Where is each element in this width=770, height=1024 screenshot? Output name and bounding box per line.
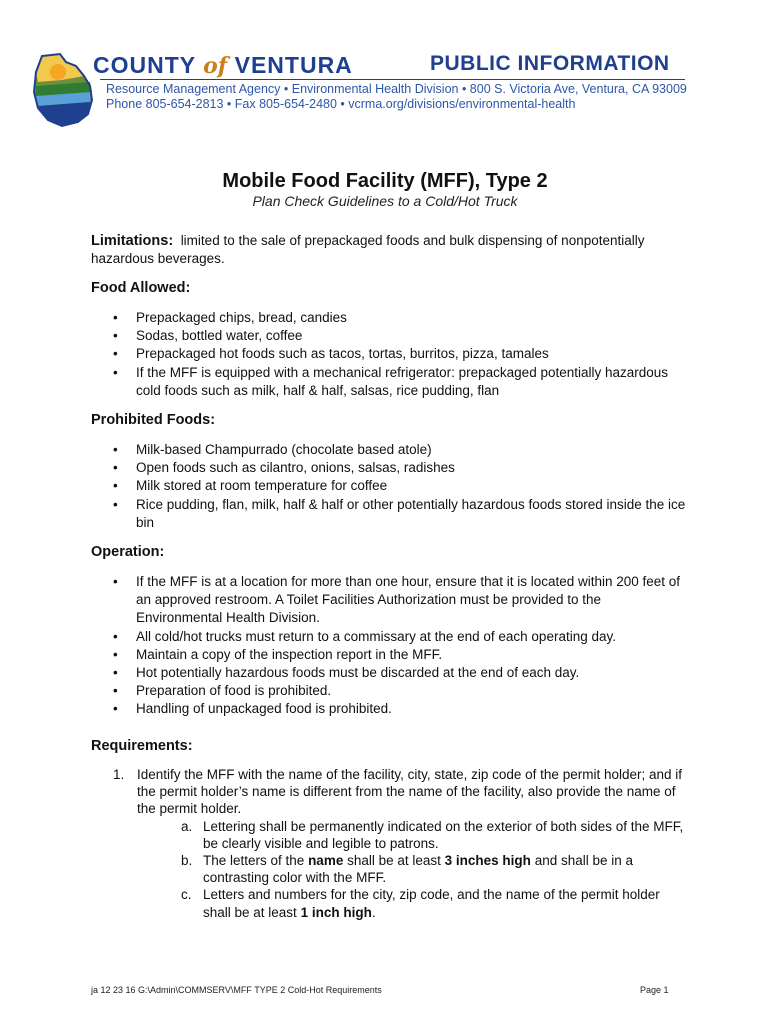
bullet-icon: •	[113, 310, 118, 325]
list-item: • Rice pudding, flan, milk, half & half or other potentially hazardous foods stored inside the ice bin	[113, 496, 686, 530]
food-allowed-heading: Food Allowed:	[91, 280, 191, 296]
bullet-icon: •	[113, 665, 118, 681]
agency-phone-web: Phone 805-654-2813 • Fax 805-654-2480 • vcrma.org/divisions/environmental-health	[106, 97, 576, 111]
bullet-icon: •	[113, 478, 118, 494]
footer-file-path: ja 12 23 16 G:\Admin\COMMSERV\MFF TYPE 2 Cold-Hot Requirements	[91, 985, 382, 995]
item-number: 1.	[113, 767, 125, 782]
list-item: • Hot potentially hazardous foods must be discarded at the end of each day.	[91, 664, 691, 682]
list-item: • Sodas, bottled water, coffee	[91, 327, 691, 345]
prohibited-foods-heading: Prohibited Foods:	[91, 412, 216, 428]
letterhead	[0, 0, 770, 140]
requirement-sub-c: c. Letters and numbers for the city, zip code, and the name of the permit holder shall be at least 1 inch high.	[181, 887, 660, 920]
requirements-list	[91, 766, 691, 921]
header-divider	[100, 79, 685, 80]
requirement-sub-a	[91, 818, 691, 852]
bullet-icon: •	[113, 646, 118, 662]
requirement-sub-b: b. The letters of the name shall be at least 3 inches high and shall be in a contrasting color with the MFF.	[181, 853, 634, 886]
food-allowed-list	[91, 309, 691, 400]
list-item: • Preparation of food is prohibited.	[91, 682, 691, 700]
bullet-icon: •	[113, 628, 118, 644]
operation-heading: Operation:	[91, 544, 165, 560]
sub-letter: a.	[181, 818, 193, 834]
list-item: • Milk stored at room temperature for coffee	[91, 477, 691, 495]
list-item: • Open foods such as cilantro, onions, salsas, radishes	[91, 459, 691, 477]
limitations-paragraph	[91, 232, 691, 268]
county-of-word: of	[203, 53, 228, 79]
list-item: • All cold/hot trucks must return to a commissary at the end of each operating day.	[91, 628, 691, 646]
bold-name: name	[308, 853, 344, 869]
bold-height: 3 inches high	[444, 853, 531, 869]
bullet-icon: •	[113, 683, 118, 699]
bullet-icon: •	[113, 496, 118, 512]
bold-height: 1 inch high	[300, 904, 372, 920]
requirement-item-1	[91, 766, 691, 818]
bullet-icon: •	[113, 701, 118, 717]
county-seal-logo-icon	[32, 52, 94, 128]
public-information-title: PUBLIC INFORMATION	[430, 52, 670, 75]
sub-letter: c.	[181, 887, 192, 903]
list-item: • Maintain a copy of the inspection report in the MFF.	[91, 646, 691, 664]
sub-text: Lettering shall be permanently indicated on the exterior of both sides of the MFF, be clearly visible and legible to patrons.	[203, 818, 684, 851]
ventura-word: VENTURA	[234, 52, 353, 78]
prohibited-foods-list	[91, 441, 691, 532]
limitations-text: limited to the sale of prepackaged foods and bulk dispensing of nonpotentially hazardous beverages.	[91, 233, 645, 267]
list-item: • If the MFF is equipped with a mechanical refrigerator: prepackaged potentially hazardous cold foods such as milk, half & half, salsas, rice pudding, flan	[113, 364, 669, 398]
footer-page-number: Page 1	[640, 985, 669, 995]
county-name	[93, 52, 353, 79]
bullet-icon: •	[113, 442, 118, 457]
county-word: COUNTY	[93, 52, 196, 78]
item-text: Identify the MFF with the name of the facility, city, state, zip code of the permit holder; and if the permit holder’s name is different from the name of the facility, also provide the name of the permit holder.	[137, 767, 683, 817]
list-item: • Prepackaged chips, bread, candies	[91, 309, 691, 327]
list-item: • If the MFF is at a location for more than one hour, ensure that it is located within 200 feet of an approved restroom. A Toilet Facilities Authorization must be provided to the Environmental Health Division.	[113, 574, 681, 626]
page-subtitle: Plan Check Guidelines to a Cold/Hot Truck	[252, 193, 518, 209]
bullet-icon: •	[113, 346, 118, 362]
requirements-heading: Requirements:	[91, 738, 193, 754]
sub-letter: b.	[181, 853, 193, 869]
page-title: Mobile Food Facility (MFF), Type 2	[222, 170, 548, 192]
list-item: • Handling of unpackaged food is prohibited.	[91, 700, 691, 718]
operation-list	[91, 573, 691, 719]
list-item: • Prepackaged hot foods such as tacos, tortas, burritos, pizza, tamales	[91, 345, 691, 363]
bullet-icon: •	[113, 574, 118, 589]
agency-address: Resource Management Agency • Environmental Health Division • 800 S. Victoria Ave, Ventura, CA 93009	[106, 82, 687, 96]
bullet-icon: •	[113, 460, 118, 476]
limitations-label: Limitations:	[91, 233, 174, 249]
bullet-icon: •	[113, 364, 118, 380]
list-item: • Milk-based Champurrado (chocolate based atole)	[91, 441, 691, 459]
bullet-icon: •	[113, 328, 118, 344]
